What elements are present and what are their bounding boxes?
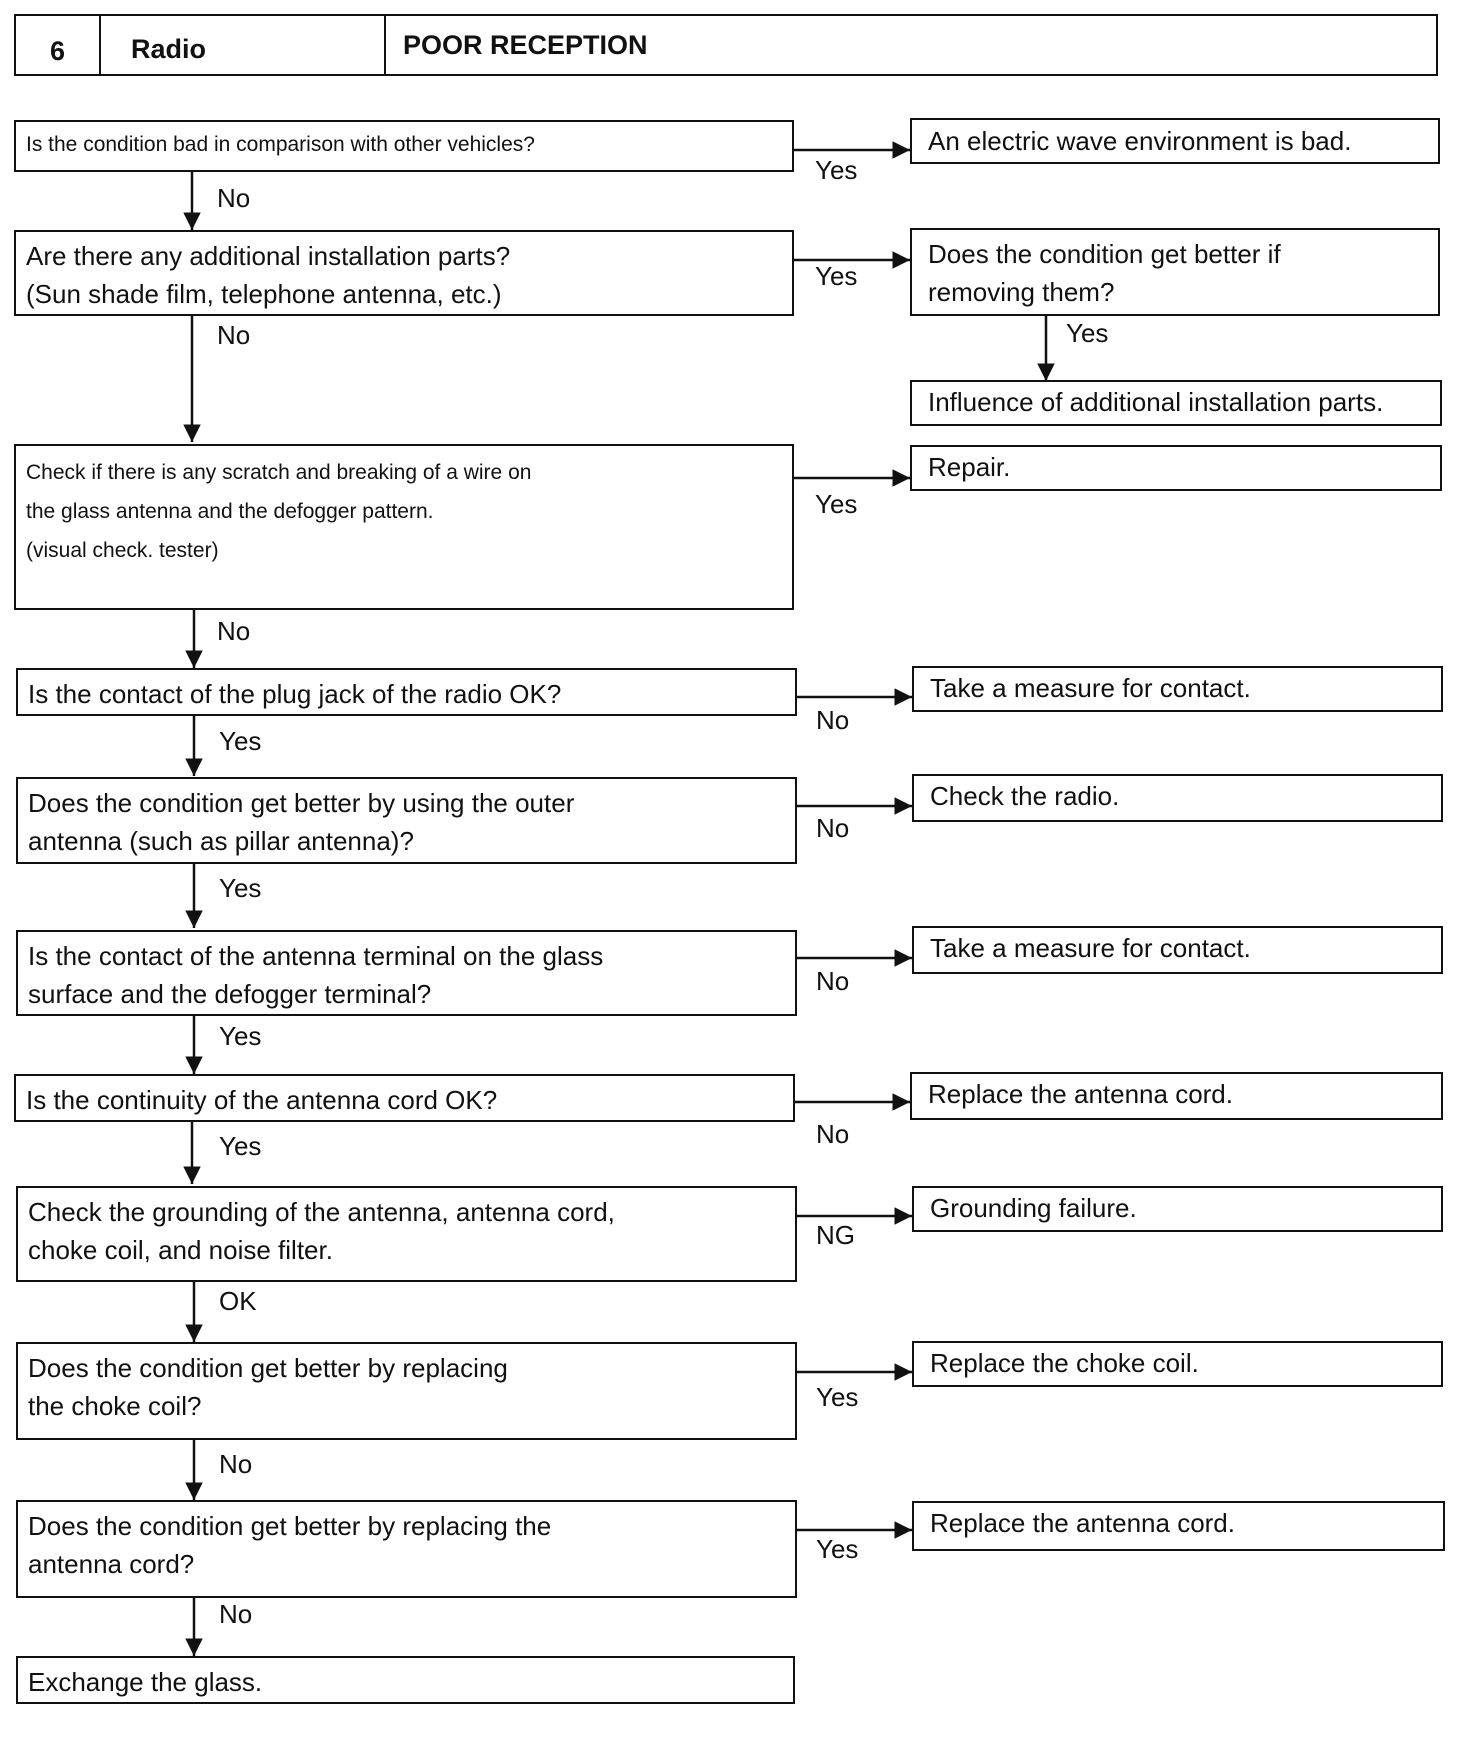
result-5: Check the radio. (912, 774, 1443, 822)
step-4-side-label: No (816, 705, 850, 735)
result-9: Replace the choke coil. (912, 1341, 1443, 1387)
step-9-side-label: Yes (816, 1382, 859, 1412)
step-9-down-label: No (219, 1449, 253, 1479)
step-6-question: Is the contact of the antenna terminal on the glass surface and the defogger terminal? (16, 930, 797, 1016)
step-10-side-label: Yes (816, 1534, 859, 1564)
step-6-down-label: Yes (219, 1021, 262, 1051)
step-3-down-label: No (217, 616, 251, 646)
system-name: Radio (101, 16, 386, 74)
result-3: Repair. (910, 445, 1442, 491)
page-title: POOR RECEPTION (403, 29, 648, 60)
result-2-sub: Influence of additional installation parts. (910, 380, 1442, 426)
step-8-side-label: NG (816, 1220, 855, 1250)
step-1-side-label: Yes (815, 155, 858, 185)
result-8: Grounding failure. (912, 1186, 1443, 1232)
result-7: Replace the antenna cord. (910, 1072, 1443, 1120)
step-5-question: Does the condition get better by using the outer antenna (such as pillar antenna)? (16, 777, 797, 864)
step-7-side-label: No (816, 1119, 850, 1149)
result-10: Replace the antenna cord. (912, 1501, 1445, 1551)
step-5-down-label: Yes (219, 873, 262, 903)
step-7-down-label: Yes (219, 1131, 262, 1161)
result-2-sub-label: Yes (1066, 318, 1109, 348)
step-2-side-label: Yes (815, 261, 858, 291)
step-3-side-label: Yes (815, 489, 858, 519)
result-2: Does the condition get better if removing them? (910, 228, 1440, 316)
result-1: An electric wave environment is bad. (910, 118, 1440, 164)
step-1-question: Is the condition bad in comparison with other vehicles? (14, 120, 794, 172)
section-number: 6 (16, 16, 101, 74)
step-10-question: Does the condition get better by replacing the antenna cord? (16, 1500, 797, 1598)
result-4: Take a measure for contact. (912, 666, 1443, 712)
result-6: Take a measure for contact. (912, 926, 1443, 974)
final-action: Exchange the glass. (16, 1656, 795, 1704)
step-4-down-label: Yes (219, 726, 262, 756)
step-10-down-label: No (219, 1599, 253, 1629)
step-2-question: Are there any additional installation parts? (Sun shade film, telephone antenna, etc.) (14, 230, 794, 316)
step-9-question: Does the condition get better by replacing the choke coil? (16, 1342, 797, 1440)
step-7-question: Is the continuity of the antenna cord OK? (14, 1074, 795, 1122)
step-6-side-label: No (816, 966, 850, 996)
step-8-question: Check the grounding of the antenna, antenna cord, choke coil, and noise filter. (16, 1186, 797, 1282)
step-5-side-label: No (816, 813, 850, 843)
step-2-down-label: No (217, 320, 251, 350)
step-8-down-label: OK (219, 1286, 257, 1316)
step-3-question: Check if there is any scratch and breaking of a wire on the glass antenna and the defogger pattern. (visual check. tester) (14, 444, 794, 610)
step-4-question: Is the contact of the plug jack of the radio OK? (16, 668, 797, 716)
step-1-down-label: No (217, 183, 251, 213)
